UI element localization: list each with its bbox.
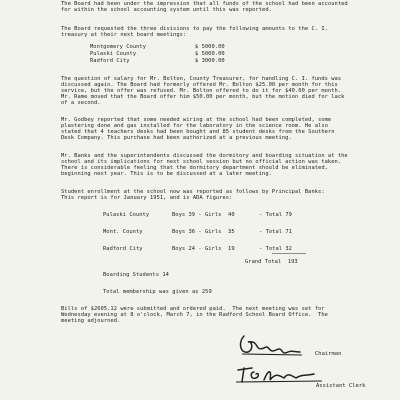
enrollment-counts: Boys 24 - Girls 19 xyxy=(172,246,235,252)
text-line: treasury at their next board meetings: xyxy=(61,32,187,38)
text-line: Desk Company. This purchase had been authorized at a previous meeting. xyxy=(61,135,292,141)
grand-total: Grand Total 193 xyxy=(245,259,298,265)
text-line: The Board requested the three divisions to pay the following amounts to the C. I. xyxy=(61,26,328,32)
total-membership: Total membership was given as 259 xyxy=(103,289,212,295)
enrollment-total: - Total 79 xyxy=(259,212,292,218)
payment-amount: $ 3000.00 xyxy=(195,58,225,64)
chairman-title: Chairman xyxy=(315,351,342,357)
payment-amount: $ 5000.00 xyxy=(195,51,225,57)
text-line: meeting adjourned. xyxy=(61,318,121,324)
enrollment-division: Mont. County xyxy=(103,229,143,235)
enrollment-total: - Total 32 xyxy=(259,246,292,252)
text-line: beginning next year. This is to be discussed at a later meeting. xyxy=(61,171,272,177)
text-line: discussed again. The Board had formerly offered Mr. Bolton $25.00 per month for this xyxy=(61,82,338,88)
enrollment-division: Pulaski County xyxy=(103,212,150,218)
text-line: school and its implications for next school session but no official action was taken. xyxy=(61,159,342,165)
enrollment-counts: Boys 36 - Girls 35 xyxy=(172,229,235,235)
text-line: The question of salary for Mr. Bolton, County Treasurer, for handling C. I. funds was xyxy=(61,76,342,82)
chairman-signature xyxy=(230,332,320,362)
text-line: for within the school accounting system until this was reported. xyxy=(61,7,272,13)
text-line: Mr. Banks and the superintendents discussed the dormitory and boarding situation at the xyxy=(61,153,348,159)
payment-name: Radford City xyxy=(90,58,130,64)
text-line: Mr. Godbey reported that some needed wiring at the school had been completed, some xyxy=(61,117,332,123)
clerk-title: Assistant Clerk xyxy=(316,383,366,389)
text-line: stated that 4 teachers desks had been bought and 85 student desks from the Southern xyxy=(61,129,335,135)
payment-amount: $ 5000.00 xyxy=(195,44,225,50)
boarding-students: Boarding Students 14 xyxy=(103,272,169,278)
enrollment-counts: Boys 39 - Girls 40 xyxy=(172,212,235,218)
text-line: Bills of $2605.12 were submitted and ordered paid. The next meeting was set for xyxy=(61,306,325,312)
text-line: This report is for January 1951, and is ADA figures: xyxy=(61,195,233,201)
text-line: Wednesday evening at 8 o'clock, March 7, in the Radford School Board Office. The xyxy=(61,312,328,318)
text-line: Student enrollment at the school now was reported as follows by Principal Banks: xyxy=(61,189,325,195)
enrollment-division: Radford City xyxy=(103,246,143,252)
text-line: Mr. Rame moved that the Board offer him $50.00 per month, but the motion died for lack xyxy=(61,94,345,100)
payment-name: Montgomery County xyxy=(90,44,147,50)
enrollment-total: - Total 71 xyxy=(259,229,292,235)
payment-name: Pulaski County xyxy=(90,51,137,57)
text-line: service, but the offer was refused. Mr. Bolton offered to do it for $40.00 per month. xyxy=(61,88,342,94)
text-line: There is considerable feeling that the dormitory department should be eliminated, xyxy=(61,165,328,171)
text-line: plastering done and gas installed for the laboratory in the science room. He also xyxy=(61,123,328,129)
text-line: of a second. xyxy=(61,100,101,106)
text-line: The Board had been under the impression that all funds of the school had been accounted xyxy=(61,1,348,7)
